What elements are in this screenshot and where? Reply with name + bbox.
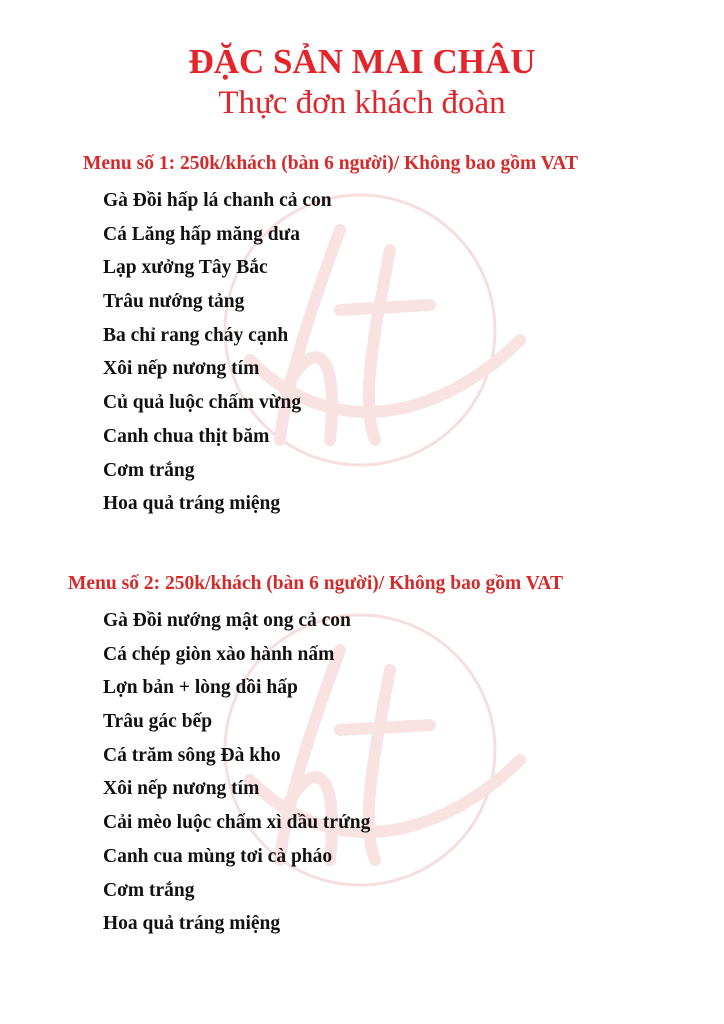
item-name: Hoa quả tráng miệng bbox=[103, 913, 281, 935]
item-name: Cá chép giòn xào hành nấm bbox=[103, 643, 335, 665]
item-name: Cơm trắng bbox=[103, 459, 195, 481]
item-name: Trâu nướng tảng bbox=[103, 291, 245, 313]
item-name: Cá trăm sông Đà kho bbox=[103, 744, 281, 766]
item-name: Cá Lăng hấp măng dưa bbox=[103, 223, 301, 245]
page-subtitle: Thực đơn khách đoàn bbox=[218, 85, 506, 121]
item-name: Cơm trắng bbox=[103, 879, 195, 901]
item-name: Canh cua mùng tơi cà pháo bbox=[103, 845, 333, 867]
item-name: Cải mèo luộc chấm xì dầu trứng bbox=[103, 812, 371, 834]
item-name: Gà Đồi hấp lá chanh cả con bbox=[103, 190, 332, 211]
item-name: Lợn bản + lòng dồi hấp bbox=[103, 677, 298, 699]
item-name: Canh chua thịt băm bbox=[103, 425, 270, 447]
menu-1-heading: Menu số 1: 250k/khách (bàn 6 người)/ Không bao gồm VAT bbox=[83, 153, 578, 174]
item-name: Hoa quả tráng miệng bbox=[103, 493, 281, 515]
item-name: Xôi nếp nương tím bbox=[103, 358, 260, 380]
menu-2-heading: Menu số 2: 250k/khách (bàn 6 người)/ Không bao gồm VAT bbox=[68, 573, 563, 594]
item-name: Trâu gác bếp bbox=[103, 711, 213, 733]
item-name: Xôi nếp nương tím bbox=[103, 778, 260, 800]
item-name: Gà Đồi nướng mật ong cả con bbox=[103, 610, 351, 631]
item-name: Lạp xưởng Tây Bắc bbox=[103, 257, 268, 279]
item-name: Củ quả luộc chấm vừng bbox=[103, 392, 302, 414]
page-title: ĐẶC SẢN MAI CHÂU bbox=[188, 42, 536, 81]
item-name: Ba chỉ rang cháy cạnh bbox=[103, 324, 289, 346]
